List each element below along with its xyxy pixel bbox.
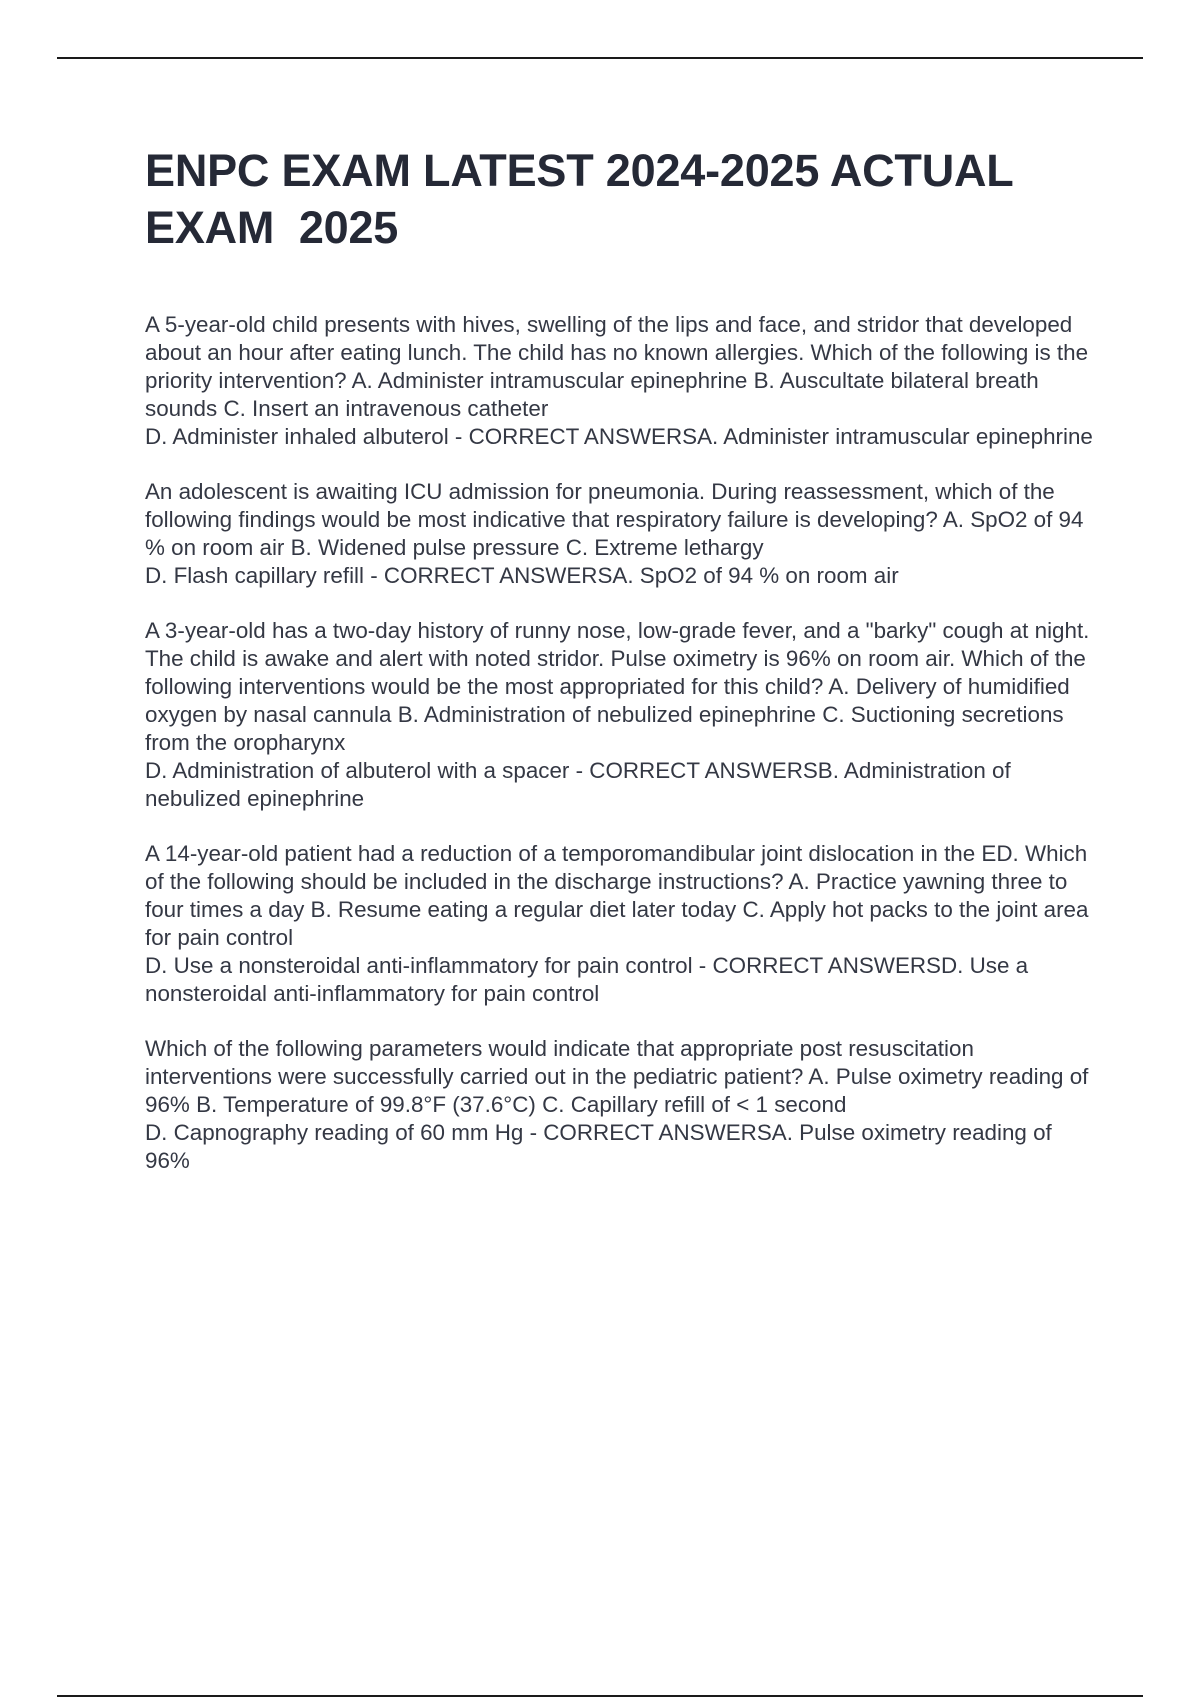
- option-d-with-answer: D. Use a nonsteroidal anti-inflammatory for pain control - CORRECT ANSWERSD. Use a nonsteroidal anti-inflammatory for pain control: [145, 953, 1029, 1006]
- option-a: A. Practice yawning three to four times a day: [145, 869, 1068, 922]
- option-c: C. Apply hot packs to the joint area for pain control: [145, 897, 1089, 950]
- page-title: [145, 142, 1105, 256]
- option-d: D. Use a nonsteroidal anti-inflammatory for pain control: [145, 953, 693, 978]
- correct-answer: A. Administer intramuscular epinephrine: [697, 424, 1093, 449]
- question-text: A 3-year-old has a two-day history of runny nose, low-grade fever, and a "barky" cough at night. The child is awake and alert with noted stridor. Pulse oximetry is 96% on room air. Which of the following interventions would be the most appropriated for this child?: [145, 618, 1090, 699]
- option-a: A. SpO2 of 94 % on room air: [145, 507, 1084, 560]
- option-a: A. Delivery of humidified oxygen by nasal cannula: [145, 674, 1070, 727]
- question-item: [145, 478, 1100, 590]
- bottom-rule: [57, 1695, 1143, 1697]
- answer-marker: CORRECT ANSWERS: [589, 758, 818, 783]
- question-item: [145, 617, 1100, 813]
- option-a: A. Administer intramuscular epinephrine: [351, 368, 748, 393]
- correct-answer: A. Pulse oximetry reading of 96%: [145, 1120, 1052, 1173]
- page-title-line-2: EXAM 2025: [145, 202, 399, 253]
- option-d-with-answer: D. Capnography reading of 60 mm Hg - CORRECT ANSWERSA. Pulse oximetry reading of 96%: [145, 1120, 1052, 1173]
- option-c: C. Extreme lethargy: [565, 535, 764, 560]
- question-text: An adolescent is awaiting ICU admission for pneumonia. During reassessment, which of the following findings would be most indicative that respiratory failure is developing?: [145, 479, 1055, 532]
- answer-marker: CORRECT ANSWERS: [383, 563, 613, 588]
- question-item: [145, 311, 1100, 451]
- top-rule: [57, 57, 1143, 59]
- option-b: B. Auscultate bilateral breath sounds: [145, 368, 1039, 421]
- option-d-with-answer: D. Administer inhaled albuterol - CORRECT ANSWERSA. Administer intramuscular epinephrine: [145, 424, 1093, 449]
- option-c: C. Suctioning secretions from the oropharynx: [145, 702, 1064, 755]
- option-b: B. Widened pulse pressure: [290, 535, 560, 560]
- question-item: [145, 840, 1100, 1008]
- option-d: D. Flash capillary refill: [145, 563, 364, 588]
- question-text: A 14-year-old patient had a reduction of a temporomandibular joint dislocation in the ED. Which of the following should be included in the discharge instructions?: [145, 841, 1088, 894]
- option-a: A. Pulse oximetry reading of 96%: [145, 1064, 1089, 1117]
- question-text: Which of the following parameters would indicate that appropriate post resuscitation interventions were successfully carried out in the pediatric patient?: [145, 1036, 974, 1089]
- option-b: B. Administration of nebulized epinephrine: [397, 702, 816, 727]
- option-d: D. Administration of albuterol with a spacer: [145, 758, 570, 783]
- option-d-with-answer: D. Administration of albuterol with a spacer - CORRECT ANSWERSB. Administration of nebulized epinephrine: [145, 758, 1011, 811]
- option-d: D. Capnography reading of 60 mm Hg: [145, 1120, 524, 1145]
- question-list: [145, 311, 1100, 1202]
- correct-answer: A. SpO2 of 94 % on room air: [612, 563, 899, 588]
- question-text: A 5-year-old child presents with hives, swelling of the lips and face, and stridor that developed about an hour after eating lunch. The child has no known allergies. Which of the following is the priority intervention?: [145, 312, 1089, 393]
- answer-marker: CORRECT ANSWERS: [468, 424, 698, 449]
- option-b: B. Resume eating a regular diet later today: [310, 897, 737, 922]
- correct-answer: B. Administration of nebulized epinephrine: [145, 758, 1011, 811]
- option-c: C. Insert an intravenous catheter: [223, 396, 549, 421]
- answer-marker: CORRECT ANSWERS: [712, 953, 941, 978]
- option-b: B. Temperature of 99.8°F (37.6°C): [196, 1092, 536, 1117]
- option-d-with-answer: D. Flash capillary refill - CORRECT ANSWERSA. SpO2 of 94 % on room air: [145, 563, 899, 588]
- option-d: D. Administer inhaled albuterol: [145, 424, 449, 449]
- answer-marker: CORRECT ANSWERS: [543, 1120, 772, 1145]
- correct-answer: D. Use a nonsteroidal anti-inflammatory for pain control: [145, 953, 1029, 1006]
- question-item: [145, 1035, 1100, 1175]
- option-c: C. Capillary refill of < 1 second: [542, 1092, 847, 1117]
- page-title-line-1: ENPC EXAM LATEST 2024-2025 ACTUAL: [145, 145, 1014, 196]
